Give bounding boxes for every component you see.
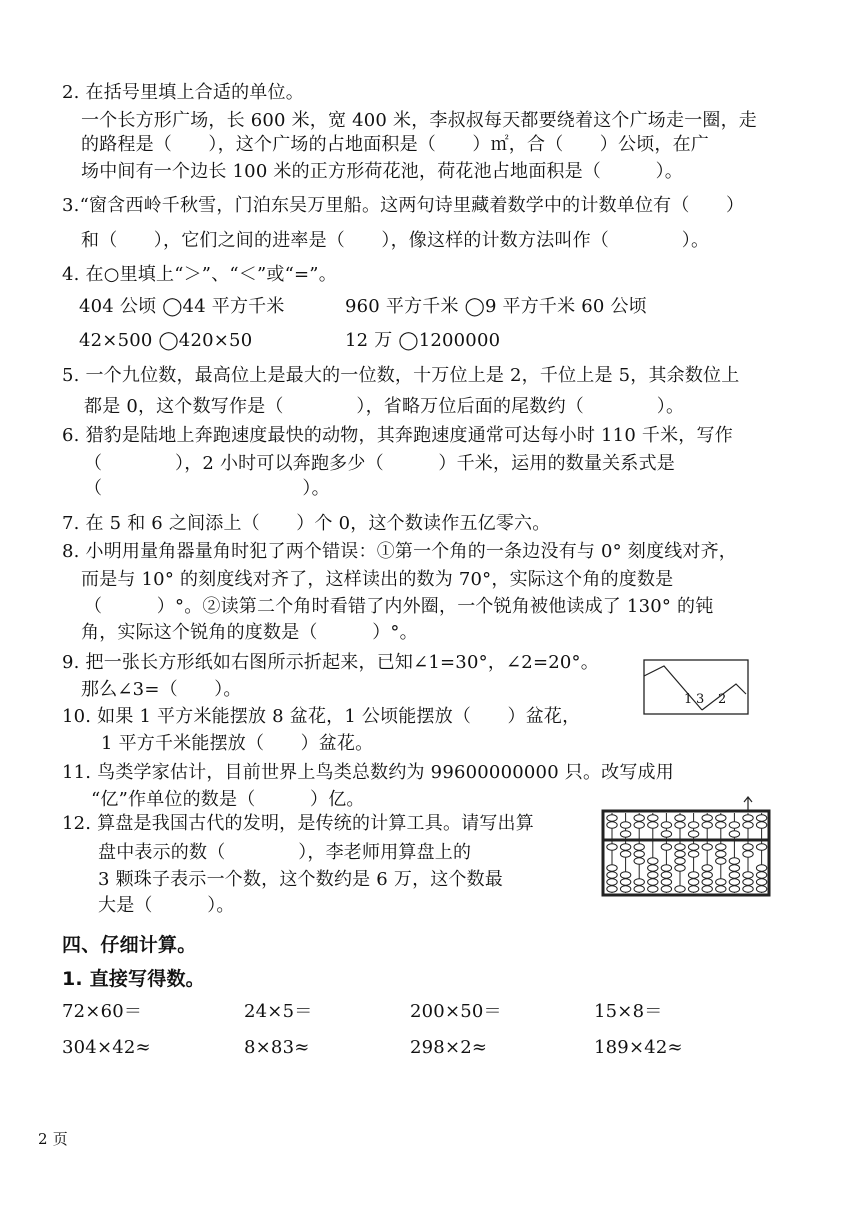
abacus-bead xyxy=(620,831,630,837)
section4-title: 四、仔细计算。 xyxy=(62,934,197,956)
abacus-bead xyxy=(634,822,644,828)
q10-line: 1 平方千米能摆放（ ）盆花。 xyxy=(101,733,374,754)
q2-line: 的路程是（ ），这个广场的占地面积是（ ）㎡，合（ ）公顷，在广 xyxy=(81,134,709,155)
abacus-bead xyxy=(756,886,766,892)
abacus-bead xyxy=(743,822,753,828)
abacus-bead xyxy=(607,872,617,878)
abacus-bead xyxy=(661,879,671,885)
abacus-bead xyxy=(688,822,698,828)
abacus-bead xyxy=(675,851,685,857)
calc-item: 8×83≈ xyxy=(244,1037,310,1058)
abacus-bead xyxy=(675,822,685,828)
q12-line: 盘中表示的数（ ），李老师用算盘上的 xyxy=(98,842,472,863)
abacus-bead xyxy=(675,865,685,871)
calc-item: 304×42≈ xyxy=(62,1037,151,1058)
abacus-bead xyxy=(607,844,617,850)
q9-line: 9. 把一张长方形纸如右图所示折起来，已知∠1=30°，∠2=20°。 xyxy=(62,652,599,673)
abacus-bead xyxy=(620,844,630,850)
abacus-bead xyxy=(716,844,726,850)
abacus-bead xyxy=(743,879,753,885)
abacus-bead xyxy=(756,872,766,878)
calc-item: 15×8＝ xyxy=(594,1001,663,1022)
q6-line: （ ）。 xyxy=(84,478,330,499)
abacus-bead xyxy=(729,831,739,837)
abacus-bead xyxy=(688,879,698,885)
q5-line: 都是 0，这个数写作是（ ），省略万位后面的尾数约（ ）。 xyxy=(84,396,685,417)
abacus-bead xyxy=(743,851,753,857)
abacus-bead xyxy=(648,879,658,885)
abacus-bead xyxy=(634,886,644,892)
abacus-bead xyxy=(688,872,698,878)
abacus-bead xyxy=(743,844,753,850)
abacus-bead xyxy=(729,879,739,885)
abacus-bead xyxy=(661,822,671,828)
page-number: 2 页 xyxy=(38,1130,68,1148)
abacus-bead xyxy=(702,872,712,878)
abacus-bead xyxy=(607,815,617,821)
abacus-bead xyxy=(648,865,658,871)
abacus-bead xyxy=(716,851,726,857)
abacus-bead xyxy=(634,858,644,864)
q12-line: 大是（ ）。 xyxy=(98,895,235,916)
q8-line: 角，实际这个锐角的度数是（ ）°。 xyxy=(81,622,418,643)
abacus-bead xyxy=(648,815,658,821)
abacus-bead xyxy=(688,844,698,850)
q11-line: 11. 鸟类学家估计，目前世界上鸟类总数约为 99600000000 只。改写成用 xyxy=(62,762,674,783)
abacus-bead xyxy=(716,886,726,892)
calc-item: 72×60＝ xyxy=(62,1001,143,1022)
abacus-bead xyxy=(648,822,658,828)
q12-line: 3 颗珠子表示一个数，这个数约是 6 万，这个数最 xyxy=(98,869,504,890)
abacus-bead xyxy=(756,879,766,885)
abacus-bead xyxy=(675,815,685,821)
abacus-bead xyxy=(702,865,712,871)
q4-compare-item: 12 万 ◯1200000 xyxy=(345,330,501,351)
abacus-figure xyxy=(600,796,772,898)
abacus-bead xyxy=(716,815,726,821)
q4-compare-item: 404 公顷 ◯44 平方千米 xyxy=(79,296,285,317)
abacus-bead xyxy=(702,886,712,892)
q10-line: 10. 如果 1 平方米能摆放 8 盆花，1 公顷能摆放（ ）盆花， xyxy=(62,706,581,727)
abacus-bead xyxy=(716,858,726,864)
left-fold-flap xyxy=(644,666,705,710)
q6-line: （ ），2 小时可以奔跑多少（ ）千米，运用的数量关系式是 xyxy=(84,453,675,474)
abacus-bead xyxy=(756,815,766,821)
abacus-bead xyxy=(675,844,685,850)
abacus-bead xyxy=(661,865,671,871)
q4-compare-item: 42×500 ◯420×50 xyxy=(79,330,253,351)
q3-line: 3.“窗含西岭千秋雪，门泊东吴万里船。这两句诗里藏着数学中的计数单位有（ ） xyxy=(62,195,745,216)
abacus-bead xyxy=(702,844,712,850)
q2-line: 一个长方形广场，长 600 米，宽 400 米，李叔叔每天都要绕着这个广场走一圈，走 xyxy=(81,110,757,131)
abacus-bead xyxy=(675,858,685,864)
q12-line: 12. 算盘是我国古代的发明，是传统的计算工具。请写出算 xyxy=(62,813,534,834)
abacus-bead xyxy=(661,831,671,837)
abacus-bead xyxy=(688,886,698,892)
abacus-bead xyxy=(607,822,617,828)
q2-title: 2. 在括号里填上合适的单位。 xyxy=(62,82,304,103)
abacus-bead xyxy=(620,879,630,885)
abacus-bead xyxy=(702,815,712,821)
q3-line: 和（ ），它们之间的进率是（ ），像这样的计数方法叫作（ ）。 xyxy=(81,230,710,251)
abacus-bead xyxy=(716,822,726,828)
abacus-bead xyxy=(607,879,617,885)
abacus-bead xyxy=(688,851,698,857)
abacus-bead xyxy=(756,822,766,828)
q8-line: （ ）°。②读第二个角时看错了内外圈，一个锐角被他读成了 130° 的钝 xyxy=(84,596,714,617)
folded-paper-figure xyxy=(640,658,752,718)
abacus-bead xyxy=(675,886,685,892)
abacus-bead xyxy=(661,872,671,878)
abacus-bead xyxy=(688,831,698,837)
abacus-bead xyxy=(729,858,739,864)
q6-line: 6. 猎豹是陆地上奔跑速度最快的动物，其奔跑速度通常可达每小时 110 千米，写作 xyxy=(62,425,733,446)
q2-line: 场中间有一个边长 100 米的正方形荷花池，荷花池占地面积是（ ）。 xyxy=(81,161,683,182)
q7-line: 7. 在 5 和 6 之间添上（ ）个 0，这个数读作五亿零六。 xyxy=(62,513,551,534)
abacus-bead xyxy=(620,872,630,878)
section4-subtitle: 1. 直接写得数。 xyxy=(62,968,205,990)
q9-line: 那么∠3=（ ）。 xyxy=(81,679,242,700)
abacus-bead xyxy=(702,879,712,885)
abacus-bead xyxy=(634,844,644,850)
abacus-bead xyxy=(743,872,753,878)
abacus-bead xyxy=(729,886,739,892)
abacus-bead xyxy=(607,886,617,892)
abacus-bead xyxy=(648,886,658,892)
abacus-bead xyxy=(620,822,630,828)
abacus-bead xyxy=(756,844,766,850)
abacus-bead xyxy=(661,886,671,892)
abacus-bead xyxy=(661,844,671,850)
abacus-bead xyxy=(607,865,617,871)
angle-label-3: 3 xyxy=(696,692,705,707)
abacus-bead xyxy=(620,886,630,892)
abacus-bead xyxy=(743,886,753,892)
abacus-bead xyxy=(729,872,739,878)
q8-line: 8. 小明用量角器量角时犯了两个错误：①第一个角的一条边没有与 0° 刻度线对齐， xyxy=(62,541,737,562)
abacus-bead xyxy=(743,815,753,821)
abacus-bead xyxy=(648,858,658,864)
calc-item: 200×50＝ xyxy=(410,1001,502,1022)
abacus-bead xyxy=(729,865,739,871)
calc-item: 24×5＝ xyxy=(244,1001,313,1022)
abacus-bead xyxy=(729,822,739,828)
q4-compare-item: 960 平方千米 ◯9 平方千米 60 公顷 xyxy=(345,296,647,317)
abacus-bead xyxy=(702,822,712,828)
abacus-bead xyxy=(634,815,644,821)
abacus-bead xyxy=(716,879,726,885)
arrow-up-icon xyxy=(744,797,752,810)
abacus-bead xyxy=(756,865,766,871)
q4-title: 4. 在○里填上“＞”、“＜”或“=”。 xyxy=(62,264,337,285)
q8-line: 而是与 10° 的刻度线对齐了，这样读出的数为 70°，实际这个角的度数是 xyxy=(81,569,674,590)
angle-label-1: 1 xyxy=(684,692,693,707)
q5-line: 5. 一个九位数，最高位上是最大的一位数，十万位上是 2，千位上是 5，其余数位上 xyxy=(62,365,740,386)
angle-label-2: 2 xyxy=(718,692,727,707)
calc-item: 189×42≈ xyxy=(594,1037,683,1058)
abacus-bead xyxy=(634,879,644,885)
abacus-bead xyxy=(648,872,658,878)
q11-line: “亿”作单位的数是（ ）亿。 xyxy=(91,789,365,810)
abacus-bead xyxy=(620,851,630,857)
calc-item: 298×2≈ xyxy=(410,1037,488,1058)
abacus-bead xyxy=(634,851,644,857)
